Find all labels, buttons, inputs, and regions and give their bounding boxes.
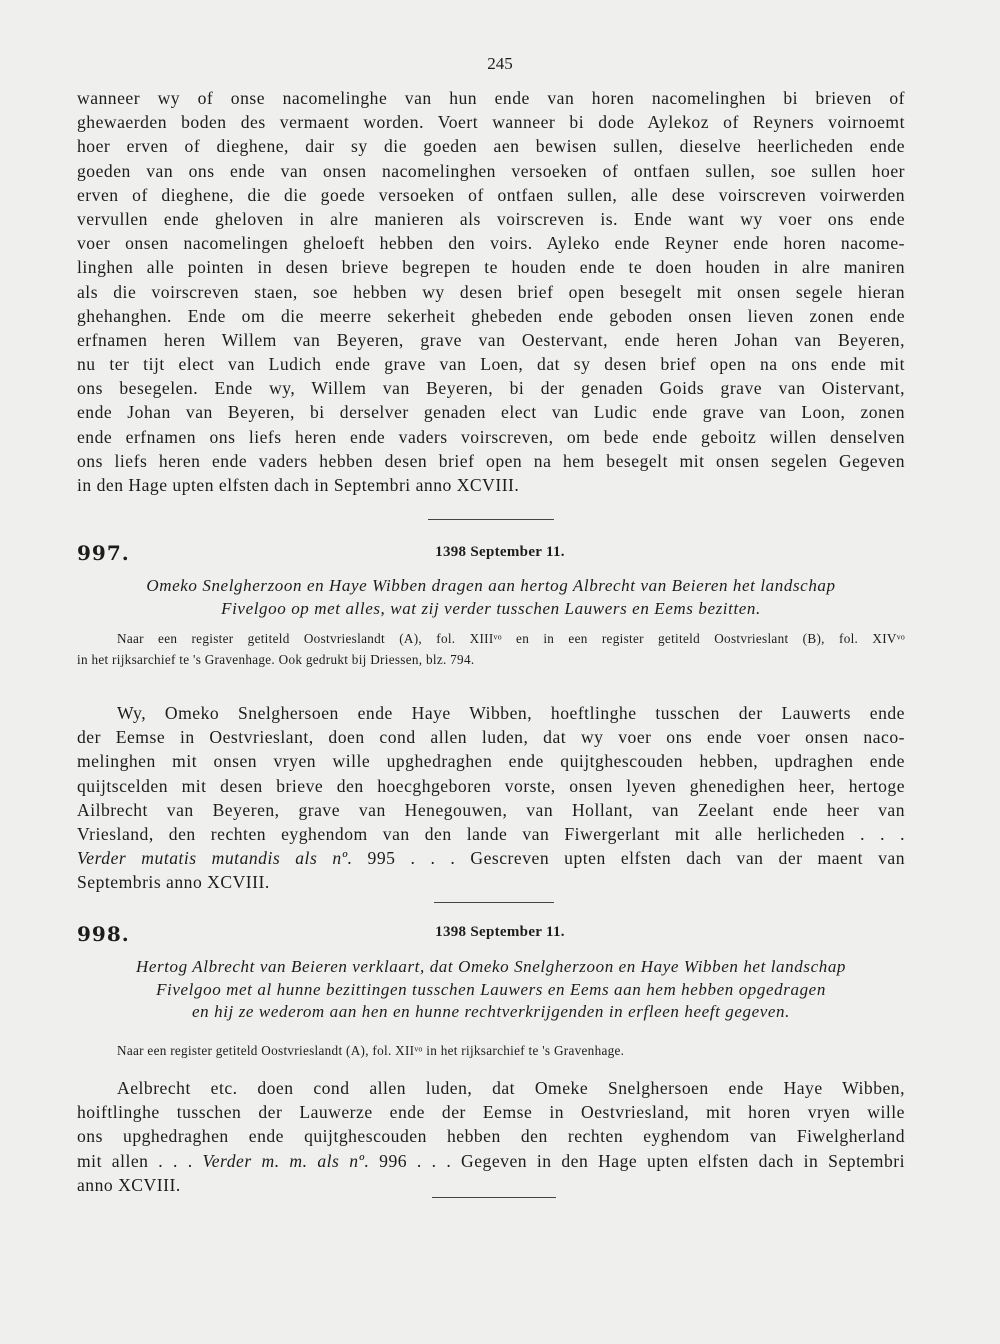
source-line: Naar een register getiteld Oostvrieslandt (A), fol. XIIᵛᵒ in het rijksarchief te 's Gravenhage. xyxy=(117,1043,625,1058)
text-line: wanneer wy of onse nacomelinghe van hun ende van horen nacomelinghen bi brieven of xyxy=(77,88,905,108)
text-line: vervullen ende gheloven in alre manieren als voirscreven is. Ende want wy voer ons ende xyxy=(77,208,905,229)
entry-date: 1398 September 11. xyxy=(435,544,565,560)
summary-line: Fivelgoo met al hunne bezittingen tusschen Lauwers en Eems aan hem hebben opgedragen xyxy=(156,979,826,999)
text-line: hoiftlinghe tusschen der Lauwerze ende der Eemse in Oestvriesland, mit horen vryen wille xyxy=(77,1102,905,1123)
text-line: quijtscelden mit desen brieve den hoecghgeboren vorste, onsen lyeven ghenedighen heer, hertoge xyxy=(77,775,905,796)
text-line: als die voirscreven staen, soe hebben wy desen brief open besegelt mit onsen segele hieran xyxy=(77,281,905,302)
text-line: ons upghedraghen ende quijtghescouden hebben den rechten eyghendom van Fiwelgherland xyxy=(77,1126,905,1147)
page-number: 245 xyxy=(487,54,513,73)
text-line: Verder mutatis mutandis als nº. 995 . . . Gescreven upten elfsten dach van der maent van xyxy=(77,848,905,869)
entry-number: 997. xyxy=(77,541,130,565)
text-line: linghen alle pointen in desen brieve begrepen te houden ende te doen houden in alre maniren xyxy=(77,257,905,278)
text-line: erfnamen heren Willem van Beyeren, grave van Oestervant, ende heren Johan van Beyeren, xyxy=(77,329,905,350)
text-line: nu ter tijt elect van Ludich ende grave van Loen, dat sy desen brief open na ons ende mit xyxy=(77,354,905,375)
entry-summary xyxy=(77,956,905,1024)
entry-number: 998. xyxy=(77,922,130,946)
text-line: melinghen mit onsen vryen wille upghedraghen ende quijtghescouden hebben, updraghen ende xyxy=(77,751,905,772)
text-line: voer onsen nacomelingen gheloeft hebben den voirs. Ayleko ende Reyner ende horen nacome- xyxy=(77,233,905,254)
text-line: ende Johan van Beyeren, bi derselver genaden elect van Ludic ende grave van Loon, zonen xyxy=(77,402,905,423)
text-line: ons liefs heren ende vaders hebben desen brief open na hem besegelt mit onsen segelen Gegeven xyxy=(77,450,905,471)
text-line: hoer erven of dieghene, dair sy die goeden aen bewisen sullen, dieselve heerlicheden ende xyxy=(77,136,905,157)
continuation-text xyxy=(77,86,905,497)
entry-text xyxy=(77,701,905,895)
section-divider xyxy=(434,902,554,903)
text-line: Ailbrecht van Beyeren, grave van Henegouwen, van Hollant, van Zeelant ende heer van xyxy=(77,799,905,820)
entry-summary xyxy=(77,575,905,620)
entry-source xyxy=(77,1040,905,1061)
text-line: anno XCVIII. xyxy=(77,1174,181,1195)
text-line: Wy, Omeko Snelghersoen ende Haye Wibben, hoeftlinghe tusschen der Lauwerts ende xyxy=(117,703,905,723)
text-line: erven of dieghene, die die goede versoeken of ontfaen sullen, alle dese voirscreven voirwerden xyxy=(77,184,905,205)
entry-text xyxy=(77,1076,905,1197)
entry-source xyxy=(77,628,905,670)
text-line: Vriesland, den rechten eyghendom van den lande van Fiwergerlant mit alle herlicheden . . . xyxy=(77,823,905,844)
source-line: Naar een register getiteld Oostvrieslandt (A), fol. XIIIᵛᵒ en in een register getiteld Oostvrieslant (B), fol. XIVᵛᵒ xyxy=(117,631,905,646)
summary-line: en hij ze wederom aan hen en hunne rechtverkrijgenden in erfleen heeft gegeven. xyxy=(192,1002,790,1021)
summary-line: Hertog Albrecht van Beieren verklaart, dat Omeko Snelgherzoon en Haye Wibben het landschap xyxy=(135,957,847,976)
entry-date: 1398 September 11. xyxy=(435,924,565,940)
text-line: ende erfnamen ons liefs heren ende vaders voirscreven, om bede ende geboitz willen denselven xyxy=(77,426,905,447)
text-line: Septembris anno XCVIII. xyxy=(77,872,270,893)
summary-line: Omeko Snelgherzoon en Haye Wibben dragen aan hertog Albrecht van Beieren het landschap xyxy=(146,576,836,595)
text-line: ghewaerden boden des vermaent worden. Voert wanneer bi dode Aylekoz of Reyners voirnoemt xyxy=(77,112,905,133)
text-line: goeden van ons ende van onsen nacomelinghen versoeken of ontfaen sullen, soe sullen hoer xyxy=(77,160,905,181)
text-line: mit allen . . . Verder m. m. als nº. 996 . . . Gegeven in den Hage upten elfsten dach in Septembri xyxy=(77,1150,905,1171)
text-line: Aelbrecht etc. doen cond allen luden, dat Omeke Snelghersoen ende Haye Wibben, xyxy=(117,1078,905,1098)
section-divider xyxy=(428,519,554,520)
section-divider xyxy=(432,1197,556,1198)
text-line: in den Hage upten elfsten dach in Septembri anno XCVIII. xyxy=(77,475,520,495)
text-line: ghehanghen. Ende om die meerre sekerheit ghebeden ende geboden onsen lieven zonen ende xyxy=(77,305,905,326)
source-line: in het rijksarchief te 's Gravenhage. Ook gedrukt bij Driessen, blz. 794. xyxy=(77,652,475,667)
summary-line: Fivelgoo op met alles, wat zij verder tusschen Lauwers en Eems bezitten. xyxy=(221,598,761,618)
text-line: der Eemse in Oestvrieslant, doen cond allen luden, dat wy voer ons ende voer onsen naco- xyxy=(77,727,905,748)
text-line: ons besegelen. Ende wy, Willem van Beyeren, bi der genaden Goids grave van Oistervant, xyxy=(77,378,905,399)
